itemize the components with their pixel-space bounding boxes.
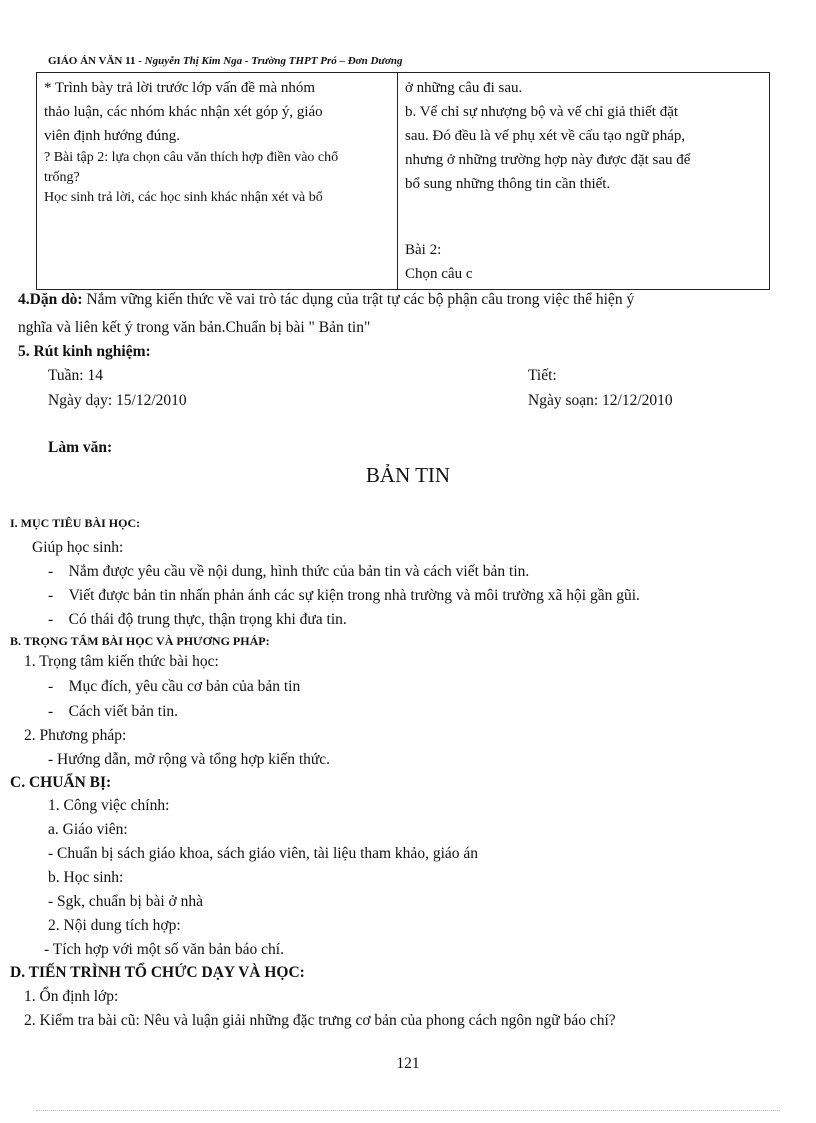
teaching-date: Ngày dạy: 15/12/2010 xyxy=(48,392,187,409)
page-title: BẢN TIN xyxy=(365,463,451,487)
dando-text: Nắm vững kiến thức về vai trò tác dụng của trật tự các bộ phận câu trong việc thể hiện ý xyxy=(82,291,635,308)
section-3-heading: C. CHUẨN BỊ: xyxy=(10,774,112,791)
right-line-2: b. Vế chỉ sự nhượng bộ và vế chỉ giả thiết đặt xyxy=(405,104,679,120)
right-line-6: Bài 2: xyxy=(405,242,442,258)
focus-2: - Cách viết bản tin. xyxy=(48,703,179,720)
right-line-4: nhưng ở những trường hợp này được đặt sau để xyxy=(405,152,691,168)
content-cell xyxy=(398,73,770,290)
section-4-l2: 2. Kiểm tra bài cũ: Nêu và luận giải những đặc trưng cơ bản của phong cách ngôn ngữ báo chí? xyxy=(24,1012,616,1029)
section-3-l4: b. Học sinh: xyxy=(48,869,124,886)
objective-1: - Nắm được yêu cầu về nội dung, hình thức của bản tin và cách viết bản tin. xyxy=(48,563,530,580)
dando-line-2: nghĩa và liên kết ý trong văn bản.Chuẩn bị bài " Bản tin" xyxy=(18,319,371,336)
focus-1-text: Mục đích, yêu cầu cơ bản của bản tin xyxy=(68,678,301,695)
method-1: - Hướng dẫn, mở rộng và tổng hợp kiến thức. xyxy=(48,751,331,768)
header-author: - Nguyễn Thị Kim Nga - Trường THPT Pró – Đơn Dương xyxy=(135,55,403,67)
section-4-l1: 1. Ổn định lớp: xyxy=(24,988,119,1005)
objective-3: - Có thái độ trung thực, thận trọng khi đưa tin. xyxy=(48,611,347,628)
section-3-l7: - Tích hợp với một số văn bản báo chí. xyxy=(44,941,284,958)
left-line-6: Học sinh trả lời, các học sinh khác nhận xét và bổ xyxy=(44,190,323,205)
dando-line-1 xyxy=(18,291,634,309)
objective-1-text: Nắm được yêu cầu về nội dung, hình thức của bản tin và cách viết bản tin. xyxy=(68,563,530,580)
right-line-5: bổ sung những thông tin cần thiết. xyxy=(405,176,611,192)
section-3-l1: 1. Công việc chính: xyxy=(48,797,170,814)
header-subject: GIÁO ÁN VĂN 11 xyxy=(48,55,136,67)
section-3-l6: 2. Nội dung tích hợp: xyxy=(48,917,181,934)
lam-van: Làm văn: xyxy=(48,439,113,456)
section-3-l3: - Chuẩn bị sách giáo khoa, sách giáo viên, tài liệu tham khảo, giáo án xyxy=(48,845,479,862)
section-3-l2: a. Giáo viên: xyxy=(48,821,128,838)
section-4-heading: D. TIẾN TRÌNH TỔ CHỨC DẠY VÀ HỌC: xyxy=(10,964,305,981)
page-header xyxy=(48,55,403,67)
left-line-1: * Trình bày trả lời trước lớp vấn đề mà nhóm xyxy=(44,80,316,96)
left-line-2: thảo luận, các nhóm khác nhận xét góp ý, giáo xyxy=(44,104,323,120)
right-line-7: Chọn câu c xyxy=(405,266,473,282)
focus-1: - Mục đích, yêu cầu cơ bản của bản tin xyxy=(48,678,301,695)
footer-divider xyxy=(36,1110,780,1111)
period: Tiết: xyxy=(528,367,557,384)
section-3-l5: - Sgk, chuẩn bị bài ở nhà xyxy=(48,893,203,910)
section-2-p1: 1. Trọng tâm kiến thức bài học: xyxy=(24,653,219,670)
week: Tuần: 14 xyxy=(48,367,103,384)
focus-2-text: Cách viết bản tin. xyxy=(68,703,179,720)
section-2-p2: 2. Phương pháp: xyxy=(24,727,127,744)
left-line-3: viên định hướng đúng. xyxy=(44,128,181,144)
prep-date: Ngày soạn: 12/12/2010 xyxy=(528,392,673,409)
right-line-1: ở những câu đi sau. xyxy=(405,80,523,96)
page-number: 121 xyxy=(396,1055,420,1072)
objective-2-text: Viết được bản tin nhấn phản ánh các sự kiện trong nhà trường và môi trường xã hội gần gũi. xyxy=(68,587,640,604)
activity-table xyxy=(36,72,770,290)
left-line-4: ? Bài tập 2: lựa chọn câu văn thích hợp điền vào chổ xyxy=(44,150,339,165)
section-1-heading: I. MỤC TIÊU BÀI HỌC: xyxy=(10,516,141,530)
rut-kinh-nghiem: 5. Rút kinh nghiệm: xyxy=(18,343,151,360)
section-1-intro: Giúp học sinh: xyxy=(32,539,124,556)
left-line-5: trống? xyxy=(44,170,80,185)
dando-label: 4.Dặn dò: xyxy=(18,291,83,308)
section-2-heading: B. TRỌNG TÂM BÀI HỌC VÀ PHƯƠNG PHÁP: xyxy=(10,634,270,648)
teacher-activity-cell xyxy=(37,73,398,290)
right-line-3: sau. Đó đều là vế phụ xét về cấu tạo ngữ pháp, xyxy=(405,128,686,144)
objective-2: - Viết được bản tin nhấn phản ánh các sự kiện trong nhà trường và môi trường xã hội gần gũi. xyxy=(48,587,640,604)
objective-3-text: Có thái độ trung thực, thận trọng khi đưa tin. xyxy=(68,611,347,628)
